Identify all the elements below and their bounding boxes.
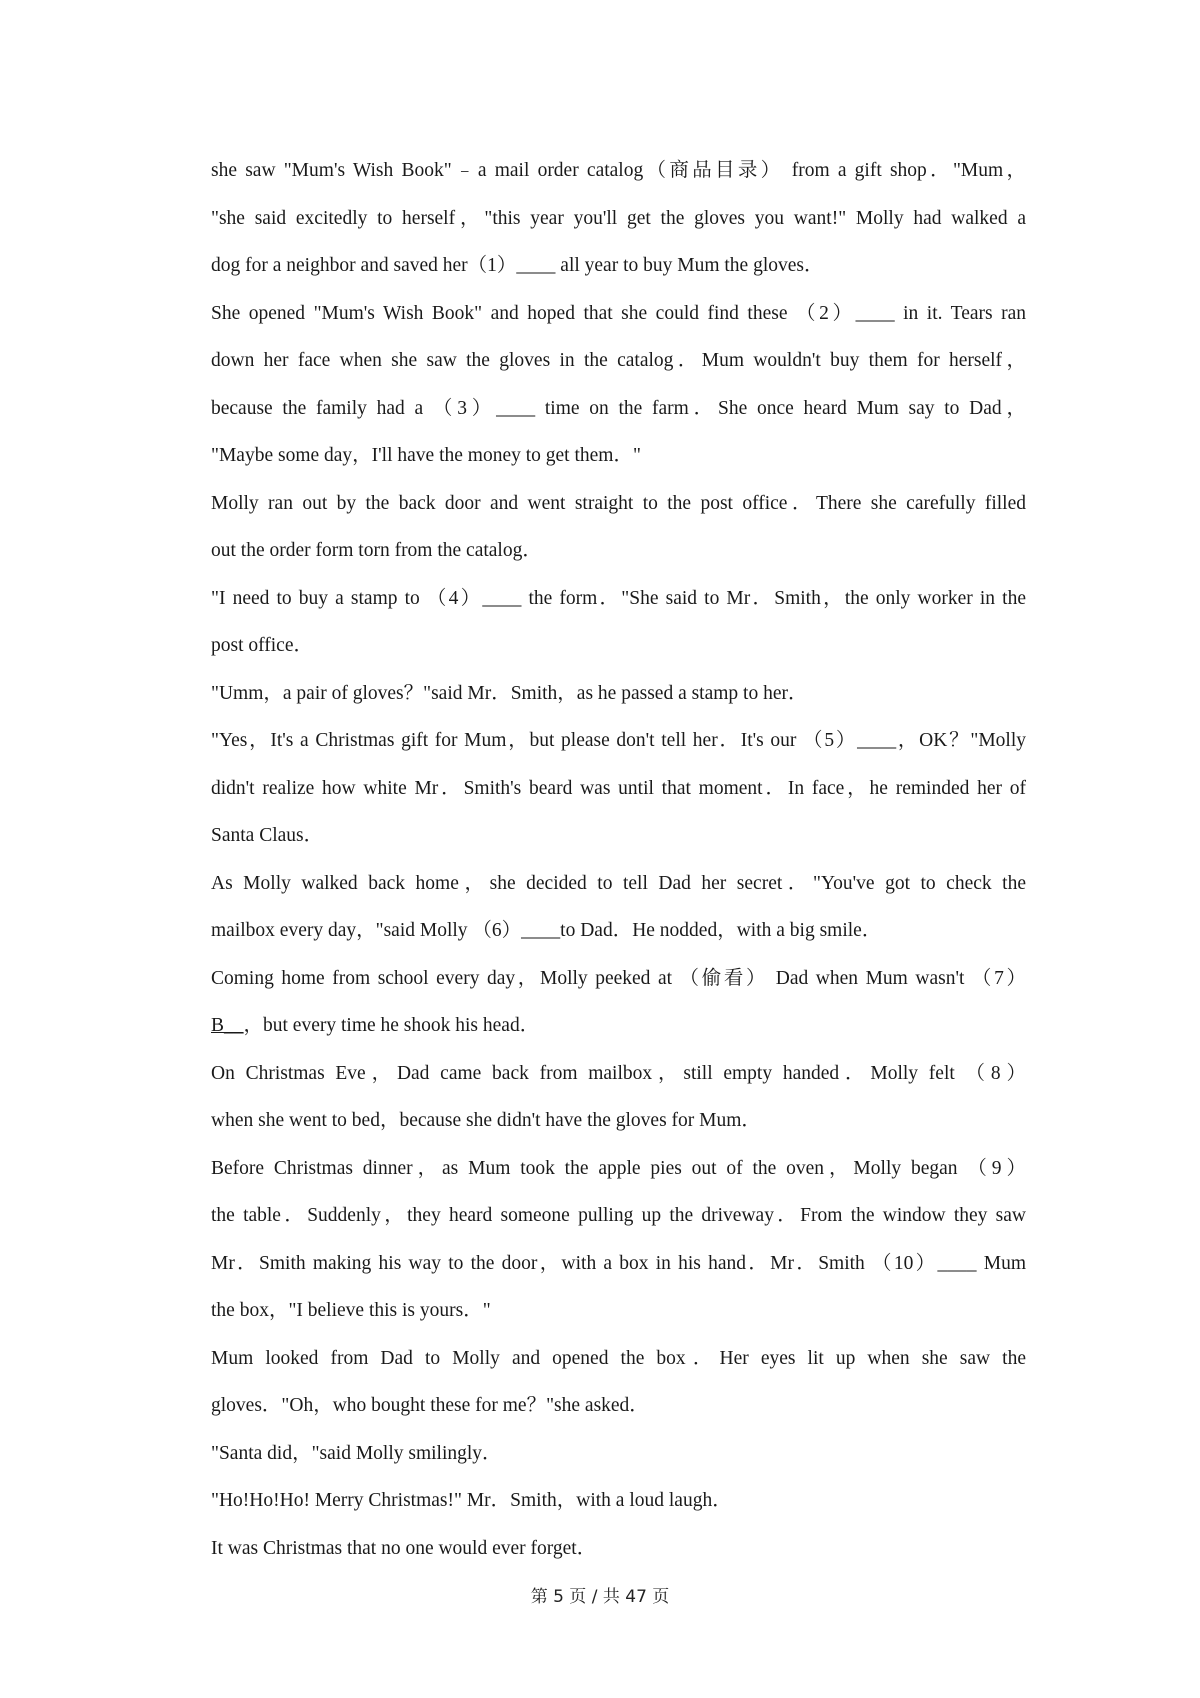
- passage-line: "Yes，It's a Christmas gift for Mum，but please don't tell her．It's our （5）____，OK？"Molly: [211, 730, 1026, 751]
- passage-line: she saw "Mum's Wish Book"﹣a mail order catalog（商品目录） from a gift shop．"Mum，: [211, 160, 1026, 181]
- passage-line: Mr．Smith making his way to the door，with a box in his hand．Mr．Smith （10）____ Mum: [211, 1252, 1026, 1274]
- passage-line: Santa Claus．: [211, 825, 324, 846]
- passage-line: when she went to bed，because she didn't have the gloves for Mum．: [211, 1110, 761, 1131]
- passage-line: "Umm，a pair of gloves？"said Mr．Smith，as he passed a stamp to her．: [211, 682, 808, 704]
- passage-line: "Santa did，"said Molly smilingly．: [211, 1442, 502, 1464]
- passage-line: Molly ran out by the back door and went straight to the post office．There she carefully filled: [211, 492, 1026, 514]
- passage-line: Before Christmas dinner，as Mum took the apple pies out of the oven，Molly began （9）: [211, 1157, 1026, 1179]
- document-page: [211, 147, 1026, 1572]
- passage-line: down her face when she saw the gloves in the catalog．Mum wouldn't buy them for herself，: [211, 350, 1026, 371]
- passage-line: It was Christmas that no one would ever forget．: [211, 1537, 597, 1559]
- passage-line: out the order form torn from the catalog．: [211, 540, 542, 561]
- passage-line: Mum looked from Dad to Molly and opened the box．Her eyes lit up when she saw the: [211, 1347, 1026, 1369]
- passage-line: the box，"I believe this is yours．": [211, 1300, 491, 1321]
- passage-line: dog for a neighbor and saved her（1）____ all year to buy Mum the gloves．: [211, 255, 824, 276]
- line-text: ，but every time he shook his head．: [243, 1015, 540, 1036]
- page-footer: 第 5 页 / 共 47 页: [530, 1587, 670, 1607]
- passage-line: On Christmas Eve，Dad came back from mailbox，still empty handed．Molly felt （8）: [211, 1062, 1026, 1084]
- passage-line: "she said excitedly to herself，"this year you'll get the gloves you want!" Molly had walked a: [211, 207, 1026, 229]
- passage-line: mailbox every day，"said Molly （6）____to Dad．He nodded，with a big smile．: [211, 920, 882, 941]
- passage-line: post office．: [211, 635, 313, 656]
- passage-text: [211, 147, 1026, 1572]
- passage-line: "Ho!Ho!Ho! Merry Christmas!" Mr．Smith，with a loud laugh．: [211, 1490, 732, 1511]
- passage-line: gloves．"Oh，who bought these for me？"she asked．: [211, 1395, 649, 1416]
- passage-line: [211, 1002, 1026, 1050]
- passage-line: "Maybe some day，I'll have the money to get them．": [211, 445, 641, 466]
- passage-line: didn't realize how white Mr．Smith's beard was until that moment．In face，he reminded her of: [211, 777, 1026, 799]
- passage-line: "I need to buy a stamp to （4）____ the form．"She said to Mr．Smith，the only worker in the: [211, 587, 1026, 609]
- passage-line: She opened "Mum's Wish Book" and hoped that she could find these （2）____ in it. Tears ran: [211, 302, 1026, 324]
- answer-blank: B__: [211, 1015, 244, 1036]
- passage-line: because the family had a （3）____ time on the farm．She once heard Mum say to Dad，: [211, 397, 1026, 419]
- passage-line: Coming home from school every day，Molly peeked at （偷看） Dad when Mum wasn't （7）: [211, 967, 1026, 989]
- passage-line: the table．Suddenly，they heard someone pulling up the driveway．From the window they saw: [211, 1205, 1026, 1226]
- passage-line: As Molly walked back home，she decided to tell Dad her secret．"You've got to check the: [211, 872, 1026, 894]
